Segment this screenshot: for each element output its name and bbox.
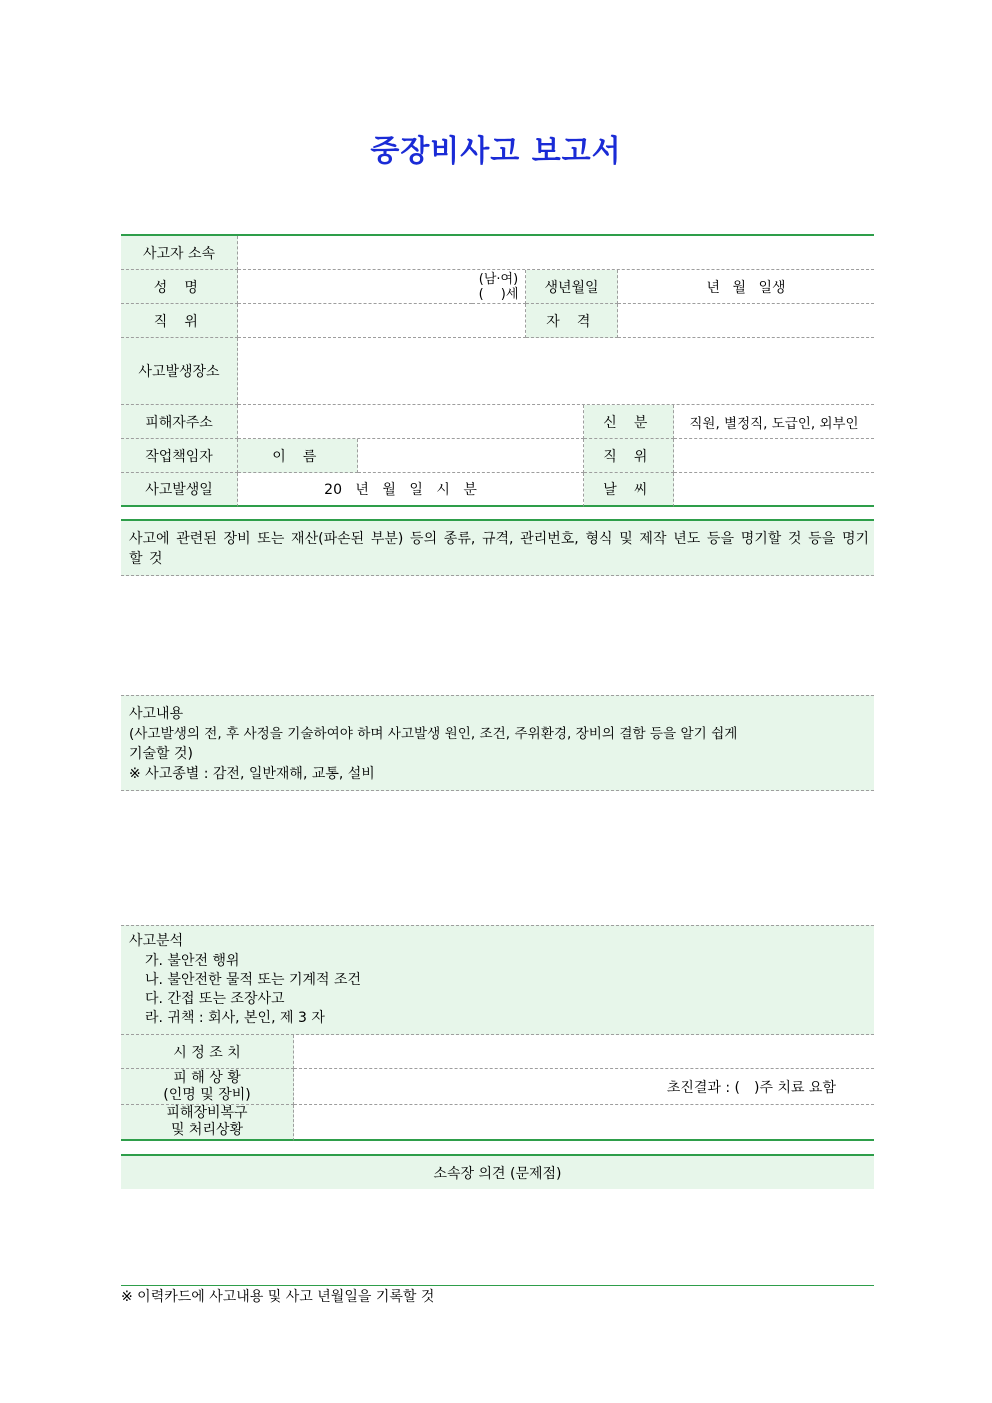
supervisor-label: 작업책임자 <box>121 439 238 473</box>
opinion-field[interactable] <box>121 1189 874 1285</box>
supervisor-name-label: 이 름 <box>238 439 358 473</box>
position-label: 직 위 <box>121 304 238 338</box>
age-text: ( )세 <box>478 286 519 302</box>
supervisor-position-label: 직 위 <box>584 439 674 473</box>
damage-label-line-1: 피 해 상 황 <box>173 1069 241 1086</box>
recovery-label-line-2: 및 처리상황 <box>170 1122 244 1138</box>
qualification-label: 자 격 <box>526 304 618 338</box>
affiliation-field[interactable] <box>238 236 874 270</box>
equipment-instructions: 사고에 관련된 장비 또는 재산(파손된 부분) 등의 종류, 규격, 관리번호, 형식 및 제작 년도 등을 명기할 것 등을 명기할 것 <box>129 531 869 567</box>
page-title: 중장비사고 보고서 <box>370 134 622 169</box>
content-heading: 사고내용 <box>129 706 184 722</box>
date-value[interactable]: 20 년 월 일 시 분 <box>238 473 584 507</box>
analysis-heading: 사고분석 <box>129 933 184 949</box>
affiliation-label: 사고자 소속 <box>121 236 238 270</box>
analysis-section <box>121 925 874 1035</box>
damage-label-line-2: (인명 및 장비) <box>163 1086 251 1103</box>
place-label: 사고발생장소 <box>121 338 238 405</box>
analysis-item: 다. 간접 또는 조장사고 <box>145 991 285 1007</box>
recovery-field[interactable] <box>294 1105 874 1141</box>
date-label: 사고발생일 <box>121 473 238 507</box>
equipment-section <box>121 519 874 576</box>
status-label: 신 분 <box>584 405 674 439</box>
recovery-label <box>121 1105 294 1141</box>
status-value[interactable]: 직원, 별정직, 도급인, 외부인 <box>674 405 874 439</box>
weather-field[interactable] <box>674 473 874 507</box>
opinion-label: 소속장 의견 (문제점) <box>121 1154 874 1189</box>
name-label: 성 명 <box>121 270 238 304</box>
corrective-label: 시 정 조 치 <box>121 1035 294 1069</box>
footer-rule <box>121 1285 874 1286</box>
gender-text: (남·여) <box>478 271 519 287</box>
content-line-2: 기술할 것) <box>129 746 194 762</box>
supervisor-name-field[interactable] <box>358 439 584 473</box>
supervisor-position-field[interactable] <box>674 439 874 473</box>
analysis-item: 가. 불안전 행위 <box>145 953 240 969</box>
gender-age-field[interactable] <box>472 270 526 304</box>
victim-address-label: 피해자주소 <box>121 405 238 439</box>
birth-value[interactable]: 년 월 일생 <box>618 270 874 304</box>
weather-label: 날 씨 <box>584 473 674 507</box>
recovery-label-line-1: 피해장비복구 <box>166 1105 248 1121</box>
content-section <box>121 695 874 791</box>
analysis-item: 라. 귀책 : 회사, 본인, 제 3 자 <box>145 1010 325 1026</box>
name-field[interactable] <box>238 270 472 304</box>
content-line-3: ※ 사고종별 : 감전, 일반재해, 교통, 설비 <box>129 766 375 782</box>
qualification-field[interactable] <box>618 304 874 338</box>
birth-label: 생년월일 <box>526 270 618 304</box>
damage-value[interactable]: 초진결과 : ( )주 치료 요함 <box>294 1069 874 1105</box>
place-field[interactable] <box>238 338 874 405</box>
footer-note: ※ 이력카드에 사고내용 및 사고 년월일을 기록할 것 <box>121 1289 435 1305</box>
damage-label <box>121 1069 294 1105</box>
victim-address-field[interactable] <box>238 405 584 439</box>
analysis-item: 나. 불안전한 물적 또는 기계적 조건 <box>145 972 362 988</box>
content-line-1: (사고발생의 전, 후 사정을 기술하여야 하며 사고발생 원인, 조건, 주위환경, 장비의 결함 등을 알기 쉽게 <box>129 726 738 742</box>
corrective-field[interactable] <box>294 1035 874 1069</box>
position-field[interactable] <box>238 304 526 338</box>
